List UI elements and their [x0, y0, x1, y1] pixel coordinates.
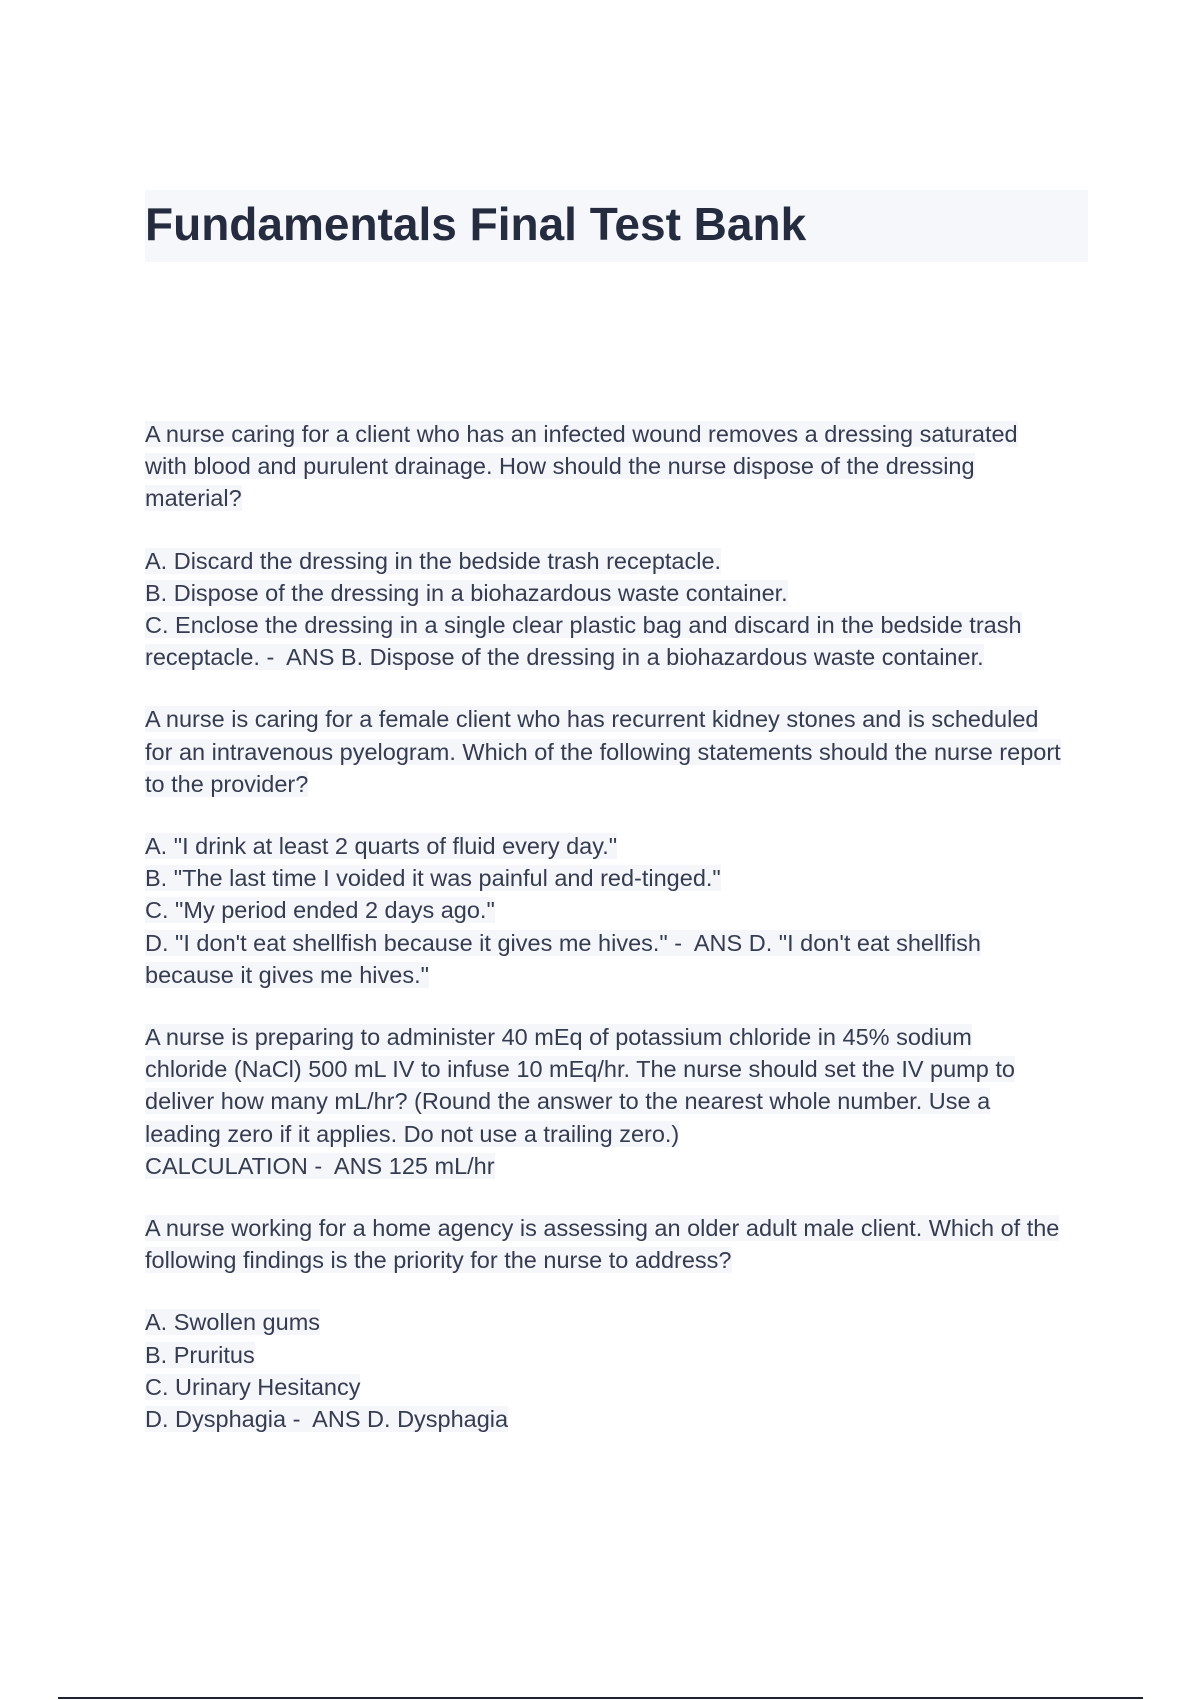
option-line: B. Pruritus	[145, 1341, 255, 1368]
question-2-options	[145, 830, 1090, 991]
question-line: A nurse caring for a client who has an infected wound removes a dressing saturated	[145, 421, 1018, 447]
answer-line: because it gives me hives."	[145, 961, 429, 988]
question-line: to the provider?	[145, 770, 309, 797]
question-line: with blood and purulent drainage. How should the nurse dispose of the dressing	[145, 453, 975, 480]
option-line: A. "I drink at least 2 quarts of fluid every day."	[145, 833, 618, 860]
question-list	[145, 418, 1090, 1465]
answer-line: D. Dysphagia - ANS D. Dysphagia	[145, 1406, 509, 1433]
option-line: A. Swollen gums	[145, 1309, 321, 1336]
answer-line: D. "I don't eat shellfish because it gives me hives." - ANS D. "I don't eat shellfish	[145, 929, 982, 956]
question-3-stem	[145, 1021, 1090, 1182]
option-line: B. Dispose of the dressing in a biohazardous waste container.	[145, 579, 788, 606]
question-line: leading zero if it applies. Do not use a trailing zero.)	[145, 1120, 680, 1147]
answer-line: receptacle. - ANS B. Dispose of the dressing in a biohazardous waste container.	[145, 644, 984, 671]
answer-line: CALCULATION - ANS 125 mL/hr	[145, 1152, 495, 1179]
question-line: deliver how many mL/hr? (Round the answer to the nearest whole number. Use a	[145, 1088, 991, 1115]
question-1-options	[145, 545, 1090, 674]
option-line: C. "My period ended 2 days ago."	[145, 897, 495, 924]
question-line: material?	[145, 485, 242, 512]
option-line: B. "The last time I voided it was painful and red-tinged."	[145, 865, 721, 892]
question-line: A nurse working for a home agency is assessing an older adult male client. Which of the	[145, 1215, 1060, 1242]
option-line: C. Enclose the dressing in a single clear plastic bag and discard in the bedside trash	[145, 612, 1022, 639]
option-line: A. Discard the dressing in the bedside trash receptacle.	[145, 547, 722, 574]
title-banner	[145, 190, 1088, 262]
question-4-stem	[145, 1212, 1090, 1276]
question-4-options	[145, 1306, 1090, 1435]
question-line: chloride (NaCl) 500 mL IV to infuse 10 mEq/hr. The nurse should set the IV pump to	[145, 1056, 1015, 1083]
question-line: A nurse is caring for a female client who has recurrent kidney stones and is scheduled	[145, 706, 1039, 733]
question-line: following findings is the priority for the nurse to address?	[145, 1247, 732, 1274]
question-line: for an intravenous pyelogram. Which of the following statements should the nurse report	[145, 738, 1061, 765]
question-1-stem	[145, 418, 1090, 515]
document-title: Fundamentals Final Test Bank	[145, 198, 807, 250]
question-2-stem	[145, 703, 1090, 800]
footer-divider	[58, 1697, 1143, 1699]
option-line: C. Urinary Hesitancy	[145, 1373, 361, 1400]
question-line: A nurse is preparing to administer 40 mEq of potassium chloride in 45% sodium	[145, 1024, 972, 1051]
